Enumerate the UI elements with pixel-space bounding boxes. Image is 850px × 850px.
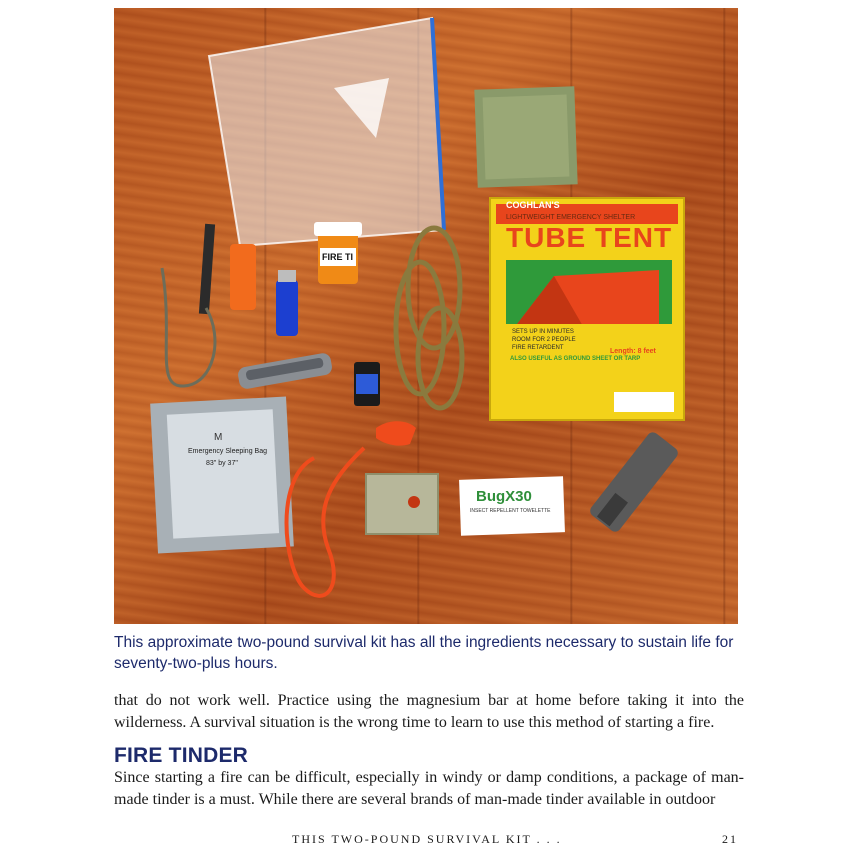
sleeping-bag-size-label: 83" by 37" <box>206 460 238 467</box>
figure-caption <box>114 632 744 674</box>
tent-bullet: ROOM FOR 2 PEOPLE <box>512 337 576 343</box>
emergency-sleeping-bag <box>150 397 294 554</box>
tent-brand-label: COGHLAN'S <box>506 200 560 210</box>
paragraph-text: that do not work well. Practice using the magnesium bar at home before taking it into the wilderness. A survival situation is the wrong time to learn to use this method of starting a fire. <box>114 692 744 731</box>
body-paragraph-2 <box>114 767 744 811</box>
paragraph-text: Since starting a fire can be difficult, especially in windy or damp conditions, a package of man-made tinder is a must. While there are several brands of man-made tinder available in outdoor <box>114 769 744 808</box>
match-case <box>230 244 256 310</box>
tent-bullet-list <box>512 328 576 352</box>
flashlight <box>588 430 680 534</box>
signal-mirror <box>366 474 438 534</box>
section-heading: FIRE TINDER <box>114 744 249 767</box>
multitool <box>237 352 333 390</box>
survival-kit-photo <box>114 8 738 624</box>
tinder-bottle-label: FIRE TI <box>322 252 353 262</box>
tent-length-label: Length: 8 feet <box>610 348 656 355</box>
foil-blanket <box>474 86 577 187</box>
kit-illustration <box>114 8 738 624</box>
bug-brand-label: BugX30 <box>476 488 532 505</box>
zip-bag <box>209 18 444 246</box>
running-head: THIS TWO-POUND SURVIVAL KIT . . . <box>292 832 562 846</box>
tent-bullet: SETS UP IN MINUTES <box>512 329 574 335</box>
page-number: 21 <box>722 832 738 846</box>
body-paragraph-1 <box>114 690 744 734</box>
bug-towelette <box>459 476 565 536</box>
sleeping-bag-title-label: Emergency Sleeping Bag <box>188 448 267 455</box>
tent-also-label: ALSO USEFUL AS GROUND SHEET OR TARP <box>510 356 641 362</box>
small-bottle <box>354 362 380 406</box>
bug-sub-label: INSECT REPELLENT TOWELETTE <box>470 508 551 514</box>
tent-title-label: TUBE TENT <box>506 222 673 253</box>
ferro-rod <box>162 224 215 386</box>
lighter <box>276 270 298 336</box>
tent-subtitle-label: LIGHTWEIGHT EMERGENCY SHELTER <box>506 214 636 221</box>
sleeping-bag-brand-label: M <box>214 432 223 443</box>
caption-text: This approximate two-pound survival kit has all the ingredients necessary to sustain life for seventy-two-plus hours. <box>114 634 734 672</box>
paracord-bundle <box>396 228 462 408</box>
tent-bullet: FIRE RETARDENT <box>512 345 564 351</box>
